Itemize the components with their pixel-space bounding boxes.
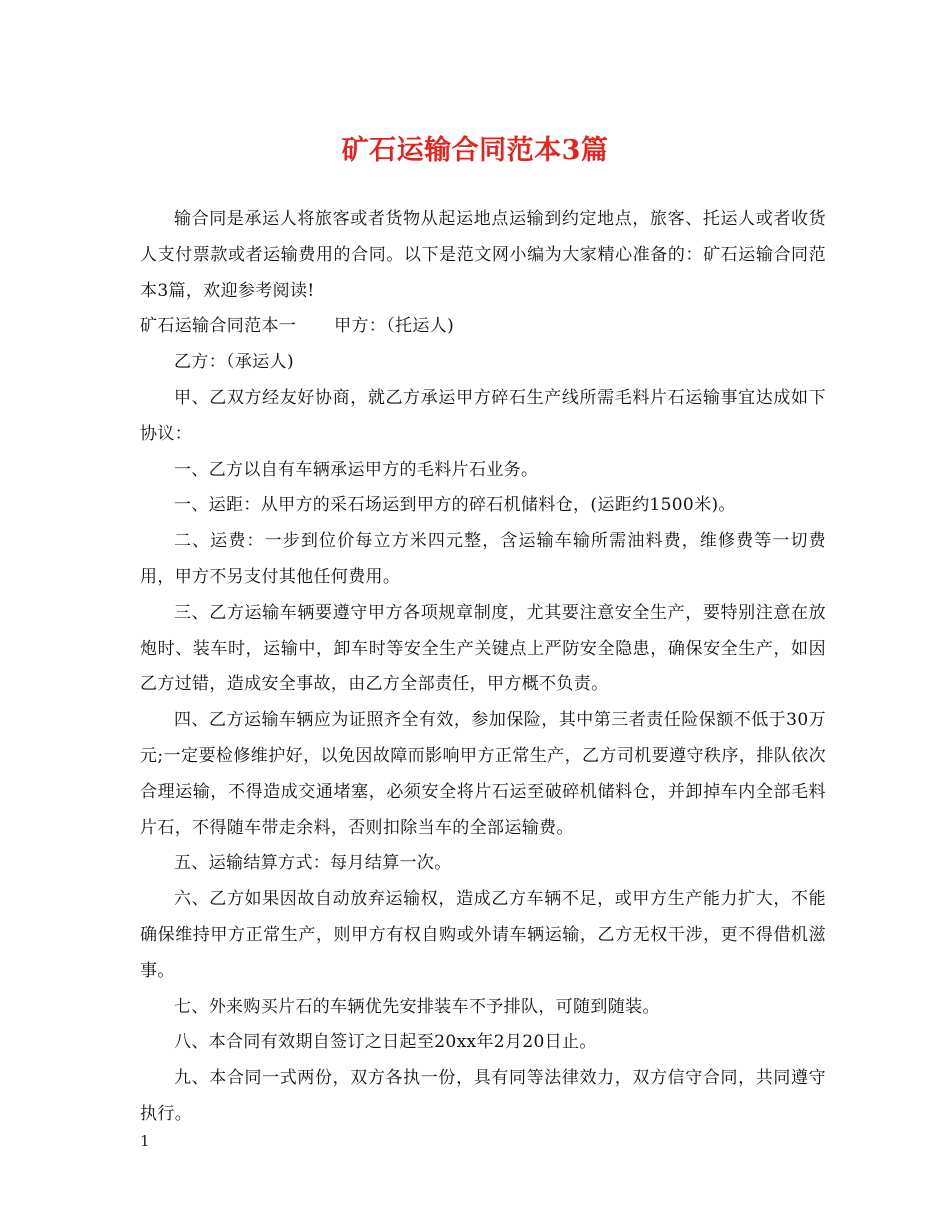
clause-paragraph: 九、本合同一式两份，双方各执一份，具有同等法律效力，双方信守合同，共同遵守执行。 xyxy=(140,1068,826,1124)
clause-paragraph: 一、运距：从甲方的采石场运到甲方的碎石机储料仓，(运距约1500米)。 xyxy=(174,495,736,516)
clause-paragraph: 二、运费：一步到位价每立方米四元整，含运输车输所需油料费，维修费等一切费用，甲方不另支付其他任何费用。 xyxy=(140,531,826,587)
page-number: 1 xyxy=(140,1132,150,1150)
document-body xyxy=(140,202,826,1133)
document-title: 矿石运输合同范本3篇 xyxy=(341,135,609,166)
intro-paragraph: 输合同是承运人将旅客或者货物从起运地点运输到约定地点，旅客、托运人或者收货人支付票款或者运输费用的合同。以下是范文网小编为大家精心准备的：矿石运输合同范本3篇，欢迎参考阅读! xyxy=(140,209,826,301)
clause-paragraph: 一、乙方以自有车辆承运甲方的毛料片石业务。 xyxy=(174,459,539,480)
clause-paragraph: 三、乙方运输车辆要遵守甲方各项规章制度，尤其要注意安全生产，要特别注意在放炮时、装车时，运输中，卸车时等安全生产关键点上严防安全隐患，确保安全生产，如因乙方过错，造成安全事故，由乙方全部责任，甲方概不负责。 xyxy=(140,602,826,695)
contract-heading-line xyxy=(140,309,826,345)
clause-paragraph: 六、乙方如果因故自动放弃运输权，造成乙方车辆不足，或甲方生产能力扩大，不能确保维持甲方正常生产，则甲方有权自购或外请车辆运输，乙方无权干涉，更不得借机滋事。 xyxy=(140,889,826,981)
preamble-paragraph: 甲、乙双方经友好协商，就乙方承运甲方碎石生产线所需毛料片石运输事宜达成如下协议： xyxy=(140,387,826,444)
party-a: 甲方：（托运人) xyxy=(334,316,455,337)
contract-heading: 矿石运输合同范本一 xyxy=(140,316,297,337)
clause-paragraph: 七、外来购买片石的车辆优先安排装车不予排队，可随到随装。 xyxy=(174,996,660,1017)
clause-paragraph: 五、运输结算方式：每月结算一次。 xyxy=(174,853,452,874)
clause-paragraph: 四、乙方运输车辆应为证照齐全有效，参加保险，其中第三者责任险保额不低于30万元;一定要检修维护好，以免因故障而影响甲方正常生产，乙方司机要遵守秩序，排队依次合理运输，不得造成交通堵塞，必须安全将片石运至破碎机储料仓，并卸掉车内全部毛料片石，不得随车带走余料，否则扣除当车的全部运输费。 xyxy=(140,710,826,838)
clause-paragraph: 八、本合同有效期自签订之日起至20xx年2月20日止。 xyxy=(174,1032,597,1053)
party-b: 乙方：（承运人) xyxy=(174,352,294,373)
